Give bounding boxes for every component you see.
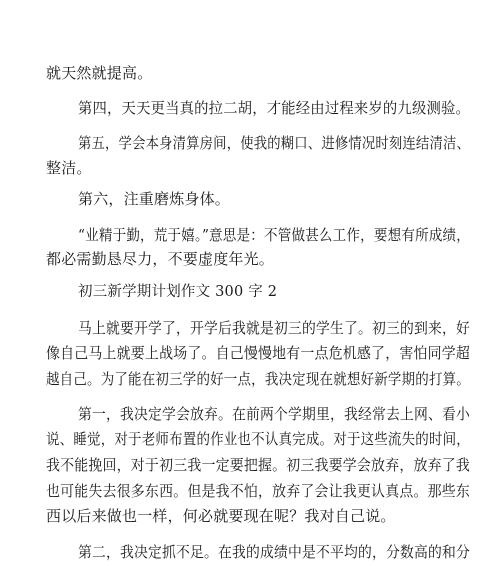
text-line: 就天然就提高。 <box>46 64 153 82</box>
text-line: 第六，注重磨炼身体。 <box>78 190 231 208</box>
text-line: 第五，学会本身清算房间，使我的糊口、进修情况时刻连结清洁、 <box>78 134 471 152</box>
text-line: 西以后来做也一样，何必就要现在呢？我对自己说。 <box>46 507 396 525</box>
text-line: 也可能失去很多东西。但是我不怕，放弃了会让我更认真点。那些东 <box>46 482 471 500</box>
text-line: 我不能挽回，对于初三我一定要把握。初三我要学会放弃，放弃了我 <box>46 456 471 474</box>
text-line: 第二，我决定抓不足。在我的成绩中是不平均的，分数高的和分 <box>78 543 470 561</box>
text-line: 第一，我决定学会放弃。在前两个学期里，我经常去上网、看小 <box>78 405 470 423</box>
text-line: 越自己。为了能在初三学的好一点，我决定现在就想好新学期的打算。 <box>46 370 471 388</box>
quote-line: “业精于勤，荒于嬉。”意思是：不管做甚么工作，要想有所成绩， <box>78 226 471 244</box>
text-line: 第四，天天更当真的拉二胡，才能经由过程来岁的九级测验。 <box>78 99 471 117</box>
text-line: 像自己马上就要上战场了。自己慢慢地有一点危机感了，害怕同学超 <box>46 344 471 362</box>
section-heading: 初三新学期计划作文 300 字 2 <box>78 284 278 300</box>
text-line: 马上就要开学了，开学后我就是初三的学生了。初三的到来，好 <box>78 319 470 337</box>
text-line: 说、睡觉，对于老师布置的作业也不认真完成。对于这些流失的时间， <box>46 430 471 448</box>
text-line: 整洁。 <box>46 159 92 177</box>
quote-line: 都必需勤恳尽力，不要虚度年光。 <box>46 250 275 268</box>
